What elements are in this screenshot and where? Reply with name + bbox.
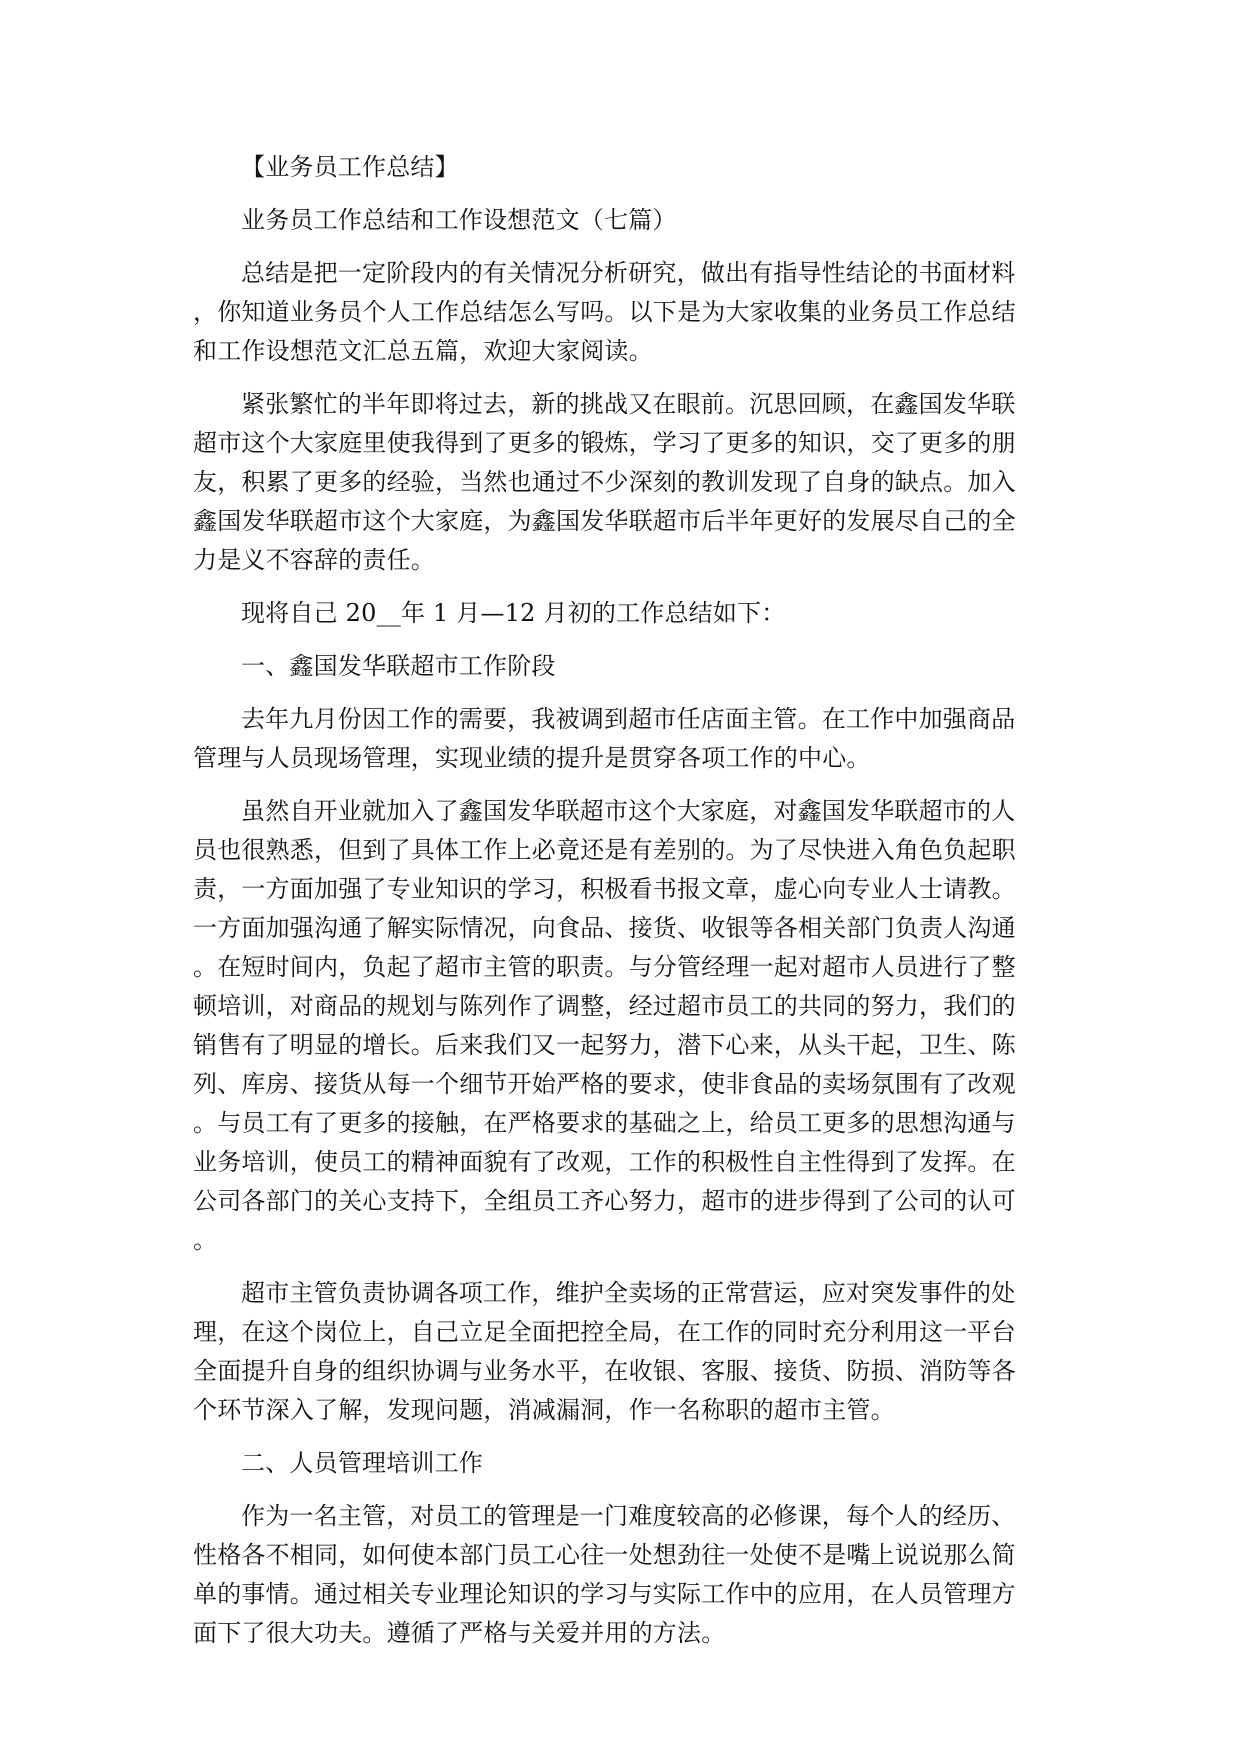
document-subtitle — [193, 201, 1045, 240]
text-line: 管理与人员现场管理，实现业绩的提升是贯穿各项工作的中心。 — [193, 744, 871, 772]
paragraph-transfer — [193, 700, 1045, 778]
paragraph-summary-intro — [193, 594, 1045, 633]
text-line: 现将自己 20__年 1 月—12 月初的工作总结如下： — [241, 599, 786, 627]
text-line: 一方面加强沟通了解实际情况，向食品、接货、收银等各相关部门负责人沟通 — [193, 914, 1016, 942]
text-line: 理，在这个岗位上，自己立足全面把控全局，在工作的同时充分利用这一平台 — [193, 1318, 1016, 1346]
text-line: 鑫国发华联超市这个大家庭，为鑫国发华联超市后半年更好的发展尽自己的全 — [193, 507, 1016, 535]
text-line: 一、鑫国发华联超市工作阶段 — [241, 652, 556, 680]
text-line: 去年九月份因工作的需要，我被调到超市任店面主管。在工作中加强商品 — [241, 705, 1016, 733]
text-line: 员也很熟悉，但到了具体工作上必竟还是有差别的。为了尽快进入角色负起职 — [193, 836, 1016, 864]
text-line: 列、库房、接货从每一个细节开始严格的要求，使非食品的卖场氛围有了改观 — [193, 1070, 1016, 1098]
text-line: 超市这个大家庭里使我得到了更多的锻炼，学习了更多的知识，交了更多的朋 — [193, 429, 1016, 457]
text-line: 二、人员管理培训工作 — [241, 1449, 483, 1477]
section-heading-2 — [193, 1444, 1045, 1483]
text-line: 力是义不容辞的责任。 — [193, 546, 435, 574]
text-line: 个环节深入了解，发现问题，消减漏洞，作一名称职的超市主管。 — [193, 1396, 895, 1424]
text-line: 性格各不相同，如何使本部门员工心往一处想劲往一处使不是嘴上说说那么简 — [193, 1541, 1016, 1569]
text-line: 面下了很大功夫。遵循了严格与关爱并用的方法。 — [193, 1619, 726, 1647]
text-line: 责，一方面加强了专业知识的学习，积极看书报文章，虚心向专业人士请教。 — [193, 875, 1016, 903]
paragraph-management — [193, 1497, 1045, 1653]
section-heading-1 — [193, 647, 1045, 686]
text-line: 顿培训，对商品的规划与陈列作了调整，经过超市员工的共同的努力，我们的 — [193, 992, 1016, 1020]
text-line: 友，积累了更多的经验，当然也通过不少深刻的教训发现了自身的缺点。加入 — [193, 468, 1016, 496]
text-line: ，你知道业务员个人工作总结怎么写吗。以下是为大家收集的业务员工作总结 — [193, 298, 1016, 326]
text-line: 业务培训，使员工的精神面貌有了改观，工作的积极性自主性得到了发挥。在 — [193, 1148, 1016, 1176]
text-line: 业务员工作总结和工作设想范文（七篇） — [241, 206, 677, 234]
text-line: 。 — [193, 1226, 218, 1254]
text-line: 全面提升自身的组织协调与业务水平，在收银、客服、接货、防损、消防等各 — [193, 1357, 1016, 1385]
text-line: 紧张繁忙的半年即将过去，新的挑战又在眼前。沉思回顾，在鑫国发华联 — [241, 390, 1016, 418]
text-line: 单的事情。通过相关专业理论知识的学习与实际工作中的应用，在人员管理方 — [193, 1580, 1016, 1608]
text-line: 。与员工有了更多的接触，在严格要求的基础之上，给员工更多的思想沟通与 — [193, 1109, 1016, 1137]
text-line: 销售有了明显的增长。后来我们又一起努力，潜下心来，从头干起，卫生、陈 — [193, 1031, 1016, 1059]
paragraph-intro — [193, 254, 1045, 371]
text-line: 总结是把一定阶段内的有关情况分析研究，做出有指导性结论的书面材料 — [241, 259, 1016, 287]
paragraph-onboarding — [193, 792, 1045, 1260]
paragraph-role — [193, 1274, 1045, 1430]
text-line: 虽然自开业就加入了鑫国发华联超市这个大家庭，对鑫国发华联超市的人 — [241, 797, 1016, 825]
text-line: 。在短时间内，负起了超市主管的职责。与分管经理一起对超市人员进行了整 — [193, 953, 1016, 981]
paragraph-review — [193, 385, 1045, 580]
text-line: 超市主管负责协调各项工作，维护全卖场的正常营运，应对突发事件的处 — [241, 1279, 1016, 1307]
document-title — [193, 148, 1045, 187]
document-body — [193, 148, 1045, 1653]
text-line: 公司各部门的关心支持下，全组员工齐心努力，超市的进步得到了公司的认可 — [193, 1187, 1016, 1215]
text-line: 【业务员工作总结】 — [241, 153, 459, 181]
text-line: 作为一名主管，对员工的管理是一门难度较高的必修课，每个人的经历、 — [241, 1502, 1016, 1530]
text-line: 和工作设想范文汇总五篇，欢迎大家阅读。 — [193, 337, 653, 365]
